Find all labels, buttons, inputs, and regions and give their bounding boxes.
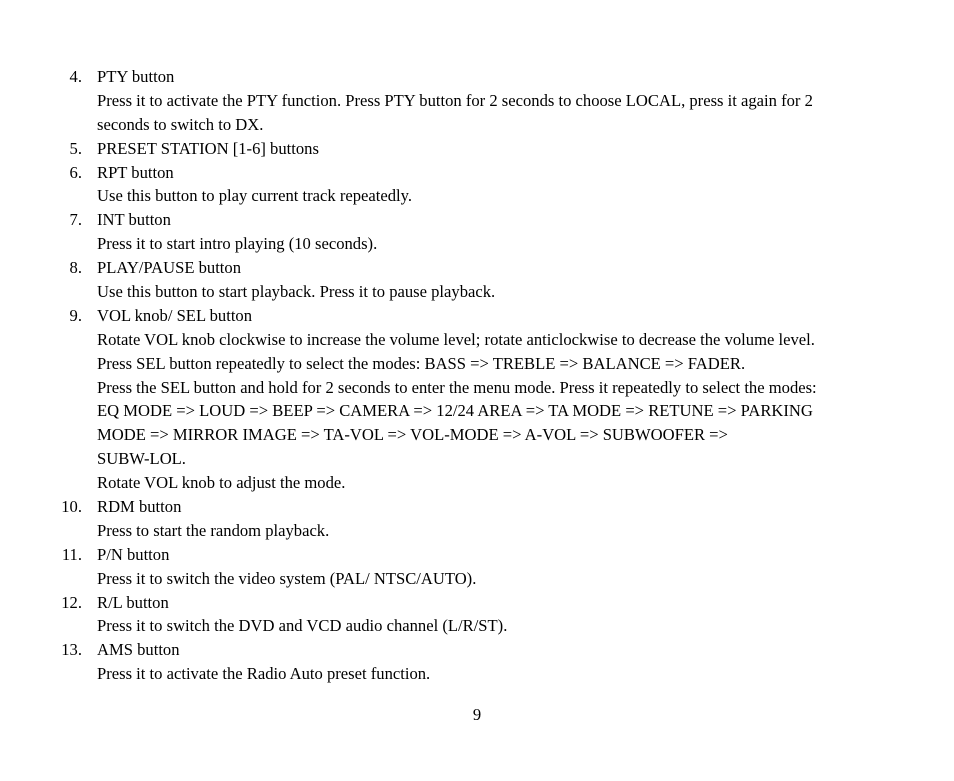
item-title: PLAY/PAUSE button xyxy=(97,258,242,278)
item-number: 7. xyxy=(69,210,82,230)
item-number: 10. xyxy=(61,497,82,517)
item-number: 8. xyxy=(69,258,82,278)
item-title: RDM button xyxy=(97,497,182,517)
item-number: 4. xyxy=(69,67,82,86)
item-number: 5. xyxy=(69,138,82,158)
list-item-pty xyxy=(0,65,954,137)
item-description: Press it to switch the video system (PAL/ NTSC/AUTO). xyxy=(97,568,477,588)
list-item-p-n xyxy=(0,543,954,591)
item-description: Press it to switch the DVD and VCD audio channel (L/R/ST). xyxy=(97,616,508,636)
item-description: EQ MODE => LOUD => BEEP => CAMERA => 12/24 AREA => TA MODE => RETUNE => PARKING xyxy=(97,401,813,421)
item-title: INT button xyxy=(97,210,171,230)
list-item-preset-station xyxy=(0,137,954,161)
list-item-play-pause xyxy=(0,256,954,304)
item-title: R/L button xyxy=(97,592,169,612)
item-description: Rotate VOL knob to adjust the mode. xyxy=(97,473,346,493)
list-item-vol-sel xyxy=(0,304,954,495)
item-title: VOL knob/ SEL button xyxy=(97,305,253,325)
item-title: P/N button xyxy=(97,544,170,564)
list-item-rpt xyxy=(0,161,954,209)
item-description: MODE => MIRROR IMAGE => TA-VOL => VOL-MODE => A-VOL => SUBWOOFER => xyxy=(97,425,728,445)
item-description: Rotate VOL knob clockwise to increase the volume level; rotate anticlockwise to decrease the volume level. xyxy=(97,329,815,349)
item-number: 6. xyxy=(69,162,82,182)
item-description: seconds to switch to DX. xyxy=(97,114,264,134)
item-description: Use this button to play current track repeatedly. xyxy=(97,186,413,206)
item-number: 11. xyxy=(61,544,82,564)
instruction-list xyxy=(0,65,954,686)
item-number: 12. xyxy=(61,592,82,612)
item-description: Press it to activate the Radio Auto preset function. xyxy=(97,664,431,684)
item-title: RPT button xyxy=(97,162,174,182)
item-number: 9. xyxy=(69,305,82,325)
list-item-ams xyxy=(0,638,954,686)
item-description: Press SEL button repeatedly to select the modes: BASS => TREBLE => BALANCE => FADER. xyxy=(97,353,746,373)
item-number: 13. xyxy=(61,640,82,660)
item-description: Press the SEL button and hold for 2 seconds to enter the menu mode. Press it repeatedly to select the modes: xyxy=(97,377,817,397)
item-title: AMS button xyxy=(97,640,180,660)
item-description: SUBW-LOL. xyxy=(97,449,186,469)
list-item-int xyxy=(0,208,954,256)
item-description: Press it to start intro playing (10 seconds). xyxy=(97,234,378,254)
item-description: Press it to activate the PTY function. Press PTY button for 2 seconds to choose LOCAL, press it again for 2 xyxy=(97,90,813,110)
item-title: PTY button xyxy=(97,67,175,86)
item-description: Use this button to start playback. Press it to pause playback. xyxy=(97,282,496,302)
item-description: Press to start the random playback. xyxy=(97,520,330,540)
list-item-rdm xyxy=(0,495,954,543)
page-number: 9 xyxy=(472,705,482,724)
item-title: PRESET STATION [1-6] buttons xyxy=(97,138,319,158)
list-item-r-l xyxy=(0,591,954,639)
